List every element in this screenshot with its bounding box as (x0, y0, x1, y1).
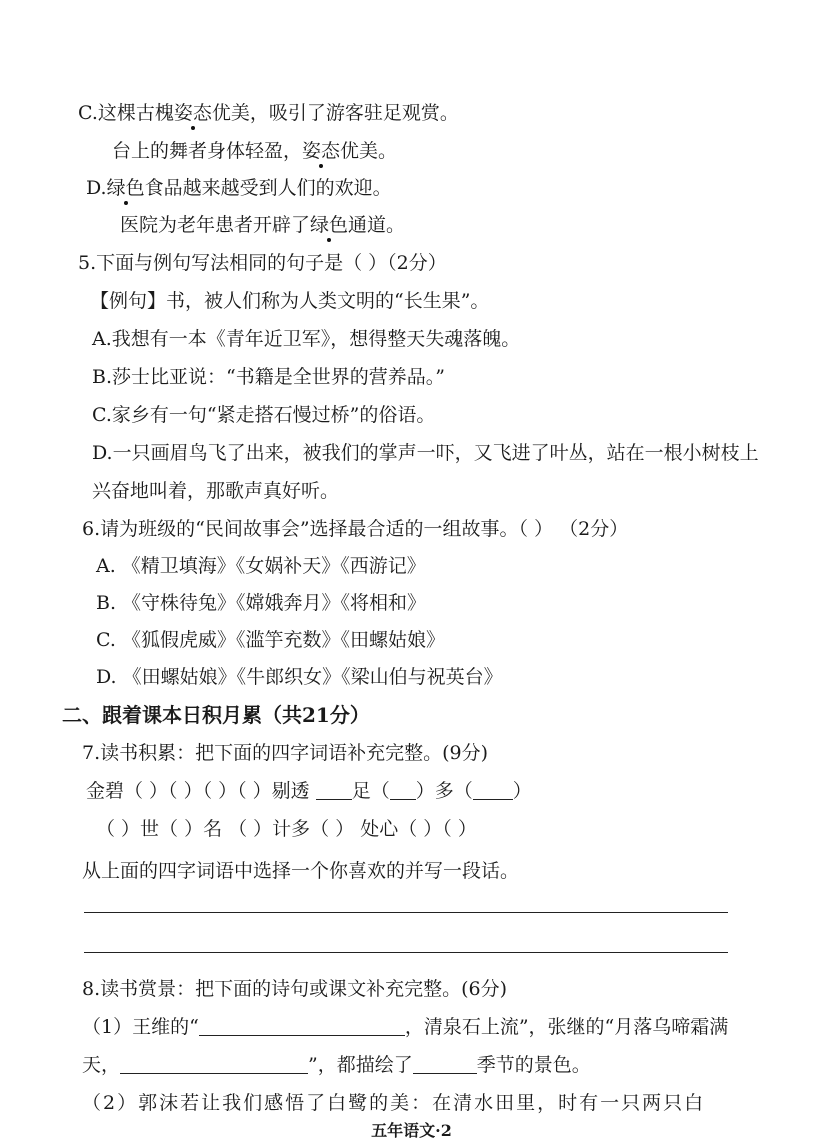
q4-option-d-line1: D.绿色食品越来越受到人们的欢迎。 (86, 177, 392, 199)
q8-blank-season[interactable] (413, 1053, 477, 1074)
q8-item1-line2: 天， ”，都描绘了 季节的景色。 (82, 1054, 591, 1076)
answer-line[interactable] (84, 952, 728, 953)
q6-stem: 6.请为班级的“民间故事会”选择最合适的一组故事。（ ） （2分） (82, 518, 629, 540)
q7-row2: （ ）世（ ）名 （ ）计多（ ） 处心（ ）（ ） (96, 818, 477, 840)
q7-blank[interactable] (316, 779, 352, 800)
q8-item2-line1: （2）郭沫若让我们感悟了白鹭的美：在清水田里，时有一只两只白 (82, 1092, 706, 1114)
q5-stem: 5.下面与例句写法相同的句子是（ ）（2分） (78, 252, 447, 274)
q8-item1-line1: （1）王维的“ ，清泉石上流”，张继的“月落乌啼霜满 (82, 1016, 729, 1038)
q7-stem: 7.读书积累：把下面的四字词语补充完整。(9分) (82, 742, 489, 764)
q4-option-c-line1: C.这棵古槐姿态优美，吸引了游客驻足观赏。 (78, 102, 459, 124)
q7-blank[interactable] (390, 779, 416, 800)
q5-example: 【例句】书，被人们称为人类文明的“长生果”。 (90, 290, 490, 312)
q8-blank-zhangji[interactable] (120, 1053, 308, 1074)
answer-line[interactable] (84, 912, 728, 913)
dotted-word: 绿色 (310, 214, 349, 236)
q5-option-d: D.一只画眉鸟飞了出来，被我们的掌声一吓，又飞进了叶丛，站在一根小树枝上 (92, 442, 759, 464)
dotted-word: 姿态 (173, 102, 212, 124)
q5-option-a: A.我想有一本《青年近卫军》，想得整天失魂落魄。 (92, 328, 521, 350)
q6-option-b: B. 《守株待兔》《嫦娥奔月》《将相和》 (96, 592, 427, 614)
q4-option-d-line2: 医院为老年患者开辟了绿色通道。 (120, 214, 406, 236)
dotted-word: 绿色 (106, 177, 145, 199)
q6-option-d: D. 《田螺姑娘》《牛郎织女》《梁山伯与祝英台》 (96, 666, 503, 688)
q6-option-c: C. 《狐假虎威》《滥竽充数》《田螺姑娘》 (96, 629, 445, 651)
q7-blank[interactable] (473, 779, 513, 800)
q7-writing-prompt: 从上面的四字词语中选择一个你喜欢的并写一段话。 (82, 860, 520, 882)
q8-stem: 8.读书赏景：把下面的诗句或课文补充完整。(6分) (82, 978, 508, 1000)
q5-option-c: C.家乡有一句“紧走搭石慢过桥”的俗语。 (92, 404, 436, 426)
q5-option-b: B.莎士比亚说：“书籍是全世界的营养品。” (92, 366, 445, 388)
q5-option-d-cont: 兴奋地叫着，那歌声真好听。 (92, 480, 340, 502)
section-2-title: 二、跟着课本日积月累（共21分） (62, 703, 370, 727)
q4-option-c-line2: 台上的舞者身体轻盈，姿态优美。 (112, 140, 398, 162)
dotted-word: 姿态 (302, 140, 341, 162)
q7-row1: 金碧（ ）（ ）（ ）（ ）剔透 足（ ）多（ ） (86, 780, 532, 802)
q6-option-a: A. 《精卫填海》《女娲补天》《西游记》 (96, 555, 426, 577)
q8-blank-wangwei[interactable] (199, 1015, 405, 1036)
page-footer: 五年语文·2 (371, 1121, 452, 1140)
